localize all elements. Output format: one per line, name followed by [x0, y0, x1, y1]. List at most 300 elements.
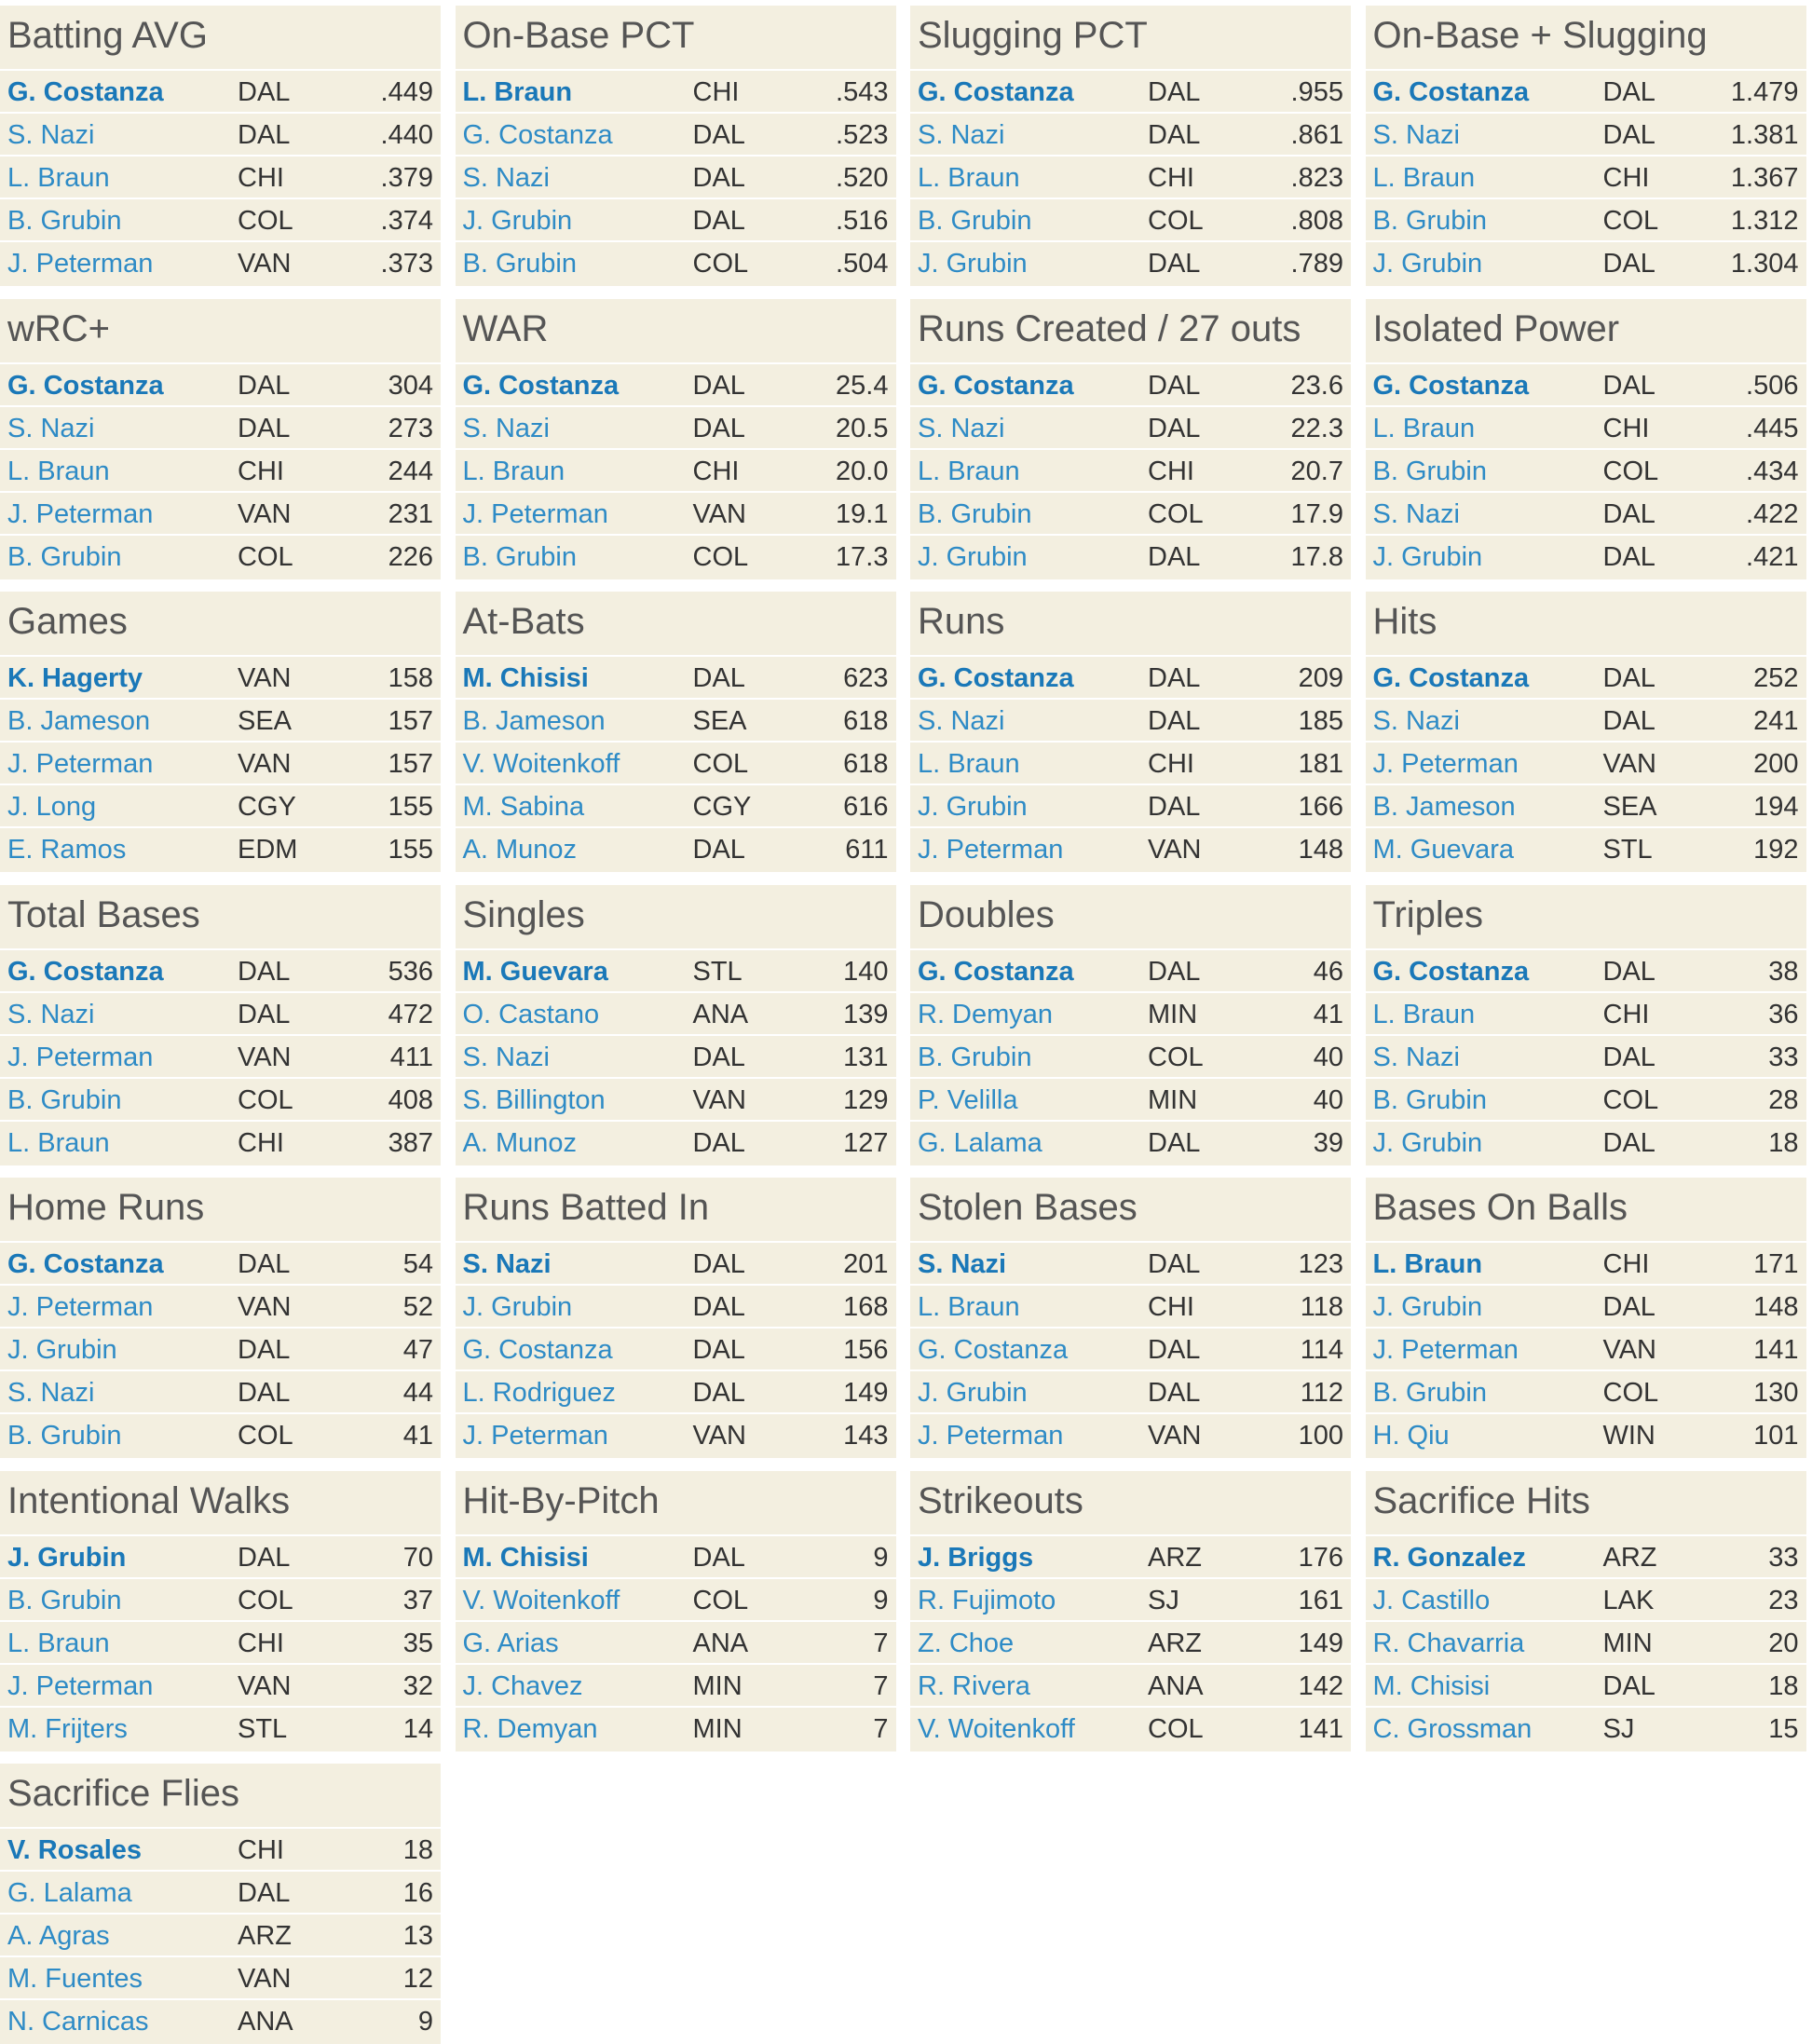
player-link[interactable]: B. Grubin — [1372, 1378, 1487, 1408]
player-link[interactable]: J. Peterman — [462, 498, 608, 529]
team-abbr: DAL — [238, 956, 291, 987]
player-link[interactable]: G. Costanza — [462, 1335, 613, 1365]
team-abbr: VAN — [1602, 1335, 1656, 1365]
player-link[interactable]: S. Nazi — [918, 706, 1005, 736]
stat-value: 129 — [843, 1084, 889, 1115]
leader-row — [910, 698, 1351, 741]
player-link[interactable]: A. Munoz — [462, 835, 577, 865]
stat-value: .449 — [380, 77, 433, 107]
panel-title: Runs Created / 27 outs — [918, 307, 1301, 349]
player-link[interactable]: J. Peterman — [462, 1421, 608, 1451]
player-link[interactable]: A. Agras — [7, 1921, 110, 1951]
leader-panel-slugging-pct — [910, 6, 1351, 286]
team-abbr: DAL — [692, 1335, 745, 1365]
stat-value: 23 — [1768, 1585, 1799, 1615]
player-link[interactable]: J. Grubin — [918, 1378, 1028, 1408]
leader-row — [1366, 1327, 1806, 1369]
team-abbr: CHI — [238, 163, 284, 193]
team-abbr: SEA — [692, 706, 747, 736]
player-link[interactable]: S. Nazi — [462, 1042, 550, 1072]
player-link[interactable]: B. Grubin — [462, 541, 577, 572]
player-link[interactable]: J. Grubin — [462, 1292, 573, 1322]
player-link[interactable]: S. Nazi — [462, 413, 550, 443]
team-abbr: DAL — [238, 1335, 291, 1365]
team-abbr: CHI — [1148, 163, 1194, 193]
leader-row — [456, 1577, 896, 1620]
player-link[interactable]: G. Costanza — [918, 1335, 1069, 1365]
panel-title: Sacrifice Flies — [7, 1773, 239, 1814]
player-link[interactable]: B. Grubin — [7, 541, 122, 572]
leader-row — [910, 784, 1351, 826]
leader-row — [0, 448, 441, 491]
leader-row — [1366, 784, 1806, 826]
team-abbr: DAL — [1148, 706, 1201, 736]
leader-row — [1366, 1034, 1806, 1077]
player-link[interactable]: K. Hagerty — [7, 663, 143, 693]
stat-value: .506 — [1746, 370, 1799, 401]
player-link[interactable]: B. Grubin — [1372, 1084, 1487, 1115]
player-link[interactable]: B. Grubin — [918, 206, 1032, 236]
player-link[interactable]: M. Chisisi — [1372, 1670, 1491, 1701]
player-link[interactable]: B. Grubin — [7, 1084, 122, 1115]
player-link[interactable]: R. Rivera — [918, 1670, 1030, 1701]
team-abbr: STL — [1602, 835, 1653, 865]
leader-row — [1366, 155, 1806, 198]
stat-value: .445 — [1746, 413, 1799, 443]
team-abbr: MIN — [1148, 1084, 1198, 1115]
team-abbr: COL — [692, 541, 749, 572]
player-link[interactable]: V. Woitenkoff — [462, 1585, 620, 1615]
stat-value: 141 — [1298, 1713, 1343, 1744]
leader-panel-runs-batted-in — [456, 1178, 896, 1458]
player-link[interactable]: L. Braun — [1372, 413, 1476, 443]
player-link[interactable]: L. Braun — [7, 456, 110, 486]
stat-value: 185 — [1298, 706, 1343, 736]
leader-row — [0, 1369, 441, 1412]
leader-row — [1366, 198, 1806, 240]
leader-row — [0, 1577, 441, 1620]
leader-row — [1366, 405, 1806, 448]
stat-value: 9 — [417, 2007, 433, 2037]
player-link[interactable]: S. Nazi — [462, 1249, 552, 1279]
player-link[interactable]: S. Nazi — [7, 413, 95, 443]
leader-row — [456, 1284, 896, 1327]
panel-title: WAR — [462, 307, 549, 349]
player-link[interactable]: J. Peterman — [7, 749, 154, 779]
player-link[interactable]: S. Nazi — [1372, 120, 1460, 150]
leader-row — [910, 240, 1351, 283]
team-abbr: DAL — [692, 1127, 745, 1158]
team-abbr: CHI — [1602, 1249, 1650, 1279]
leader-row — [910, 948, 1351, 991]
player-link[interactable]: G. Costanza — [462, 370, 620, 401]
leader-row — [910, 1241, 1351, 1284]
player-link[interactable]: B. Jameson — [462, 706, 606, 736]
leader-row — [0, 1412, 441, 1455]
team-abbr: LAK — [1602, 1585, 1655, 1615]
leader-row — [910, 1706, 1351, 1749]
leader-row — [0, 1870, 441, 1913]
team-abbr: COL — [1148, 1713, 1204, 1744]
player-link[interactable]: B. Jameson — [1372, 792, 1516, 822]
leader-row — [910, 1369, 1351, 1412]
player-link[interactable]: B. Grubin — [918, 1042, 1032, 1072]
leader-row — [910, 741, 1351, 784]
stat-value: .374 — [380, 206, 433, 236]
player-link[interactable]: G. Costanza — [7, 1249, 164, 1279]
stat-value: 20.7 — [1290, 456, 1343, 486]
stat-value: 1.367 — [1730, 163, 1799, 193]
player-link[interactable]: M. Guevara — [462, 956, 608, 987]
stat-value: .422 — [1746, 498, 1799, 529]
player-link[interactable]: G. Costanza — [1372, 370, 1530, 401]
leader-row — [0, 405, 441, 448]
leader-row — [0, 1120, 441, 1163]
leader-row — [0, 491, 441, 534]
stat-value: 140 — [843, 956, 889, 987]
player-link[interactable]: J. Peterman — [918, 835, 1064, 865]
player-link[interactable]: J. Peterman — [7, 249, 154, 279]
player-link[interactable]: S. Nazi — [918, 413, 1005, 443]
team-abbr: DAL — [238, 120, 291, 150]
leader-row — [0, 1534, 441, 1577]
stat-value: 139 — [843, 999, 889, 1029]
player-link[interactable]: G. Costanza — [7, 370, 164, 401]
team-abbr: COL — [238, 1585, 293, 1615]
stat-value: 33 — [1768, 1542, 1799, 1573]
team-abbr: DAL — [1602, 1670, 1655, 1701]
team-abbr: CGY — [238, 792, 296, 822]
leader-row — [910, 534, 1351, 577]
leader-row — [1366, 69, 1806, 112]
stat-value: 252 — [1753, 663, 1799, 693]
player-link[interactable]: S. Billington — [462, 1084, 606, 1115]
leader-panel-doubles — [910, 885, 1351, 1165]
player-link[interactable]: L. Braun — [1372, 1249, 1483, 1279]
team-abbr: VAN — [238, 1964, 292, 1994]
stat-value: 157 — [388, 749, 433, 779]
stat-value: 149 — [1298, 1628, 1343, 1658]
player-link[interactable]: V. Rosales — [7, 1835, 143, 1865]
team-abbr: DAL — [1148, 1249, 1201, 1279]
leader-row — [0, 698, 441, 741]
leader-row — [456, 1327, 896, 1369]
player-link[interactable]: J. Castillo — [1372, 1585, 1491, 1615]
player-link[interactable]: M. Chisisi — [462, 1542, 589, 1573]
team-abbr: VAN — [1148, 1421, 1202, 1451]
player-link[interactable]: M. Fuentes — [7, 1964, 143, 1994]
player-link[interactable]: J. Long — [7, 792, 97, 822]
panel-title: Games — [7, 601, 128, 642]
team-abbr: ARZ — [238, 1921, 292, 1951]
stat-value: .808 — [1290, 206, 1343, 236]
stat-value: 166 — [1298, 792, 1343, 822]
team-abbr: DAL — [1148, 120, 1201, 150]
stat-value: .861 — [1290, 120, 1343, 150]
player-link[interactable]: R. Fujimoto — [918, 1585, 1056, 1615]
team-abbr: COL — [692, 749, 749, 779]
player-link[interactable]: L. Braun — [462, 77, 573, 107]
player-link[interactable]: O. Castano — [462, 999, 600, 1029]
team-abbr: VAN — [238, 1042, 292, 1072]
player-link[interactable]: J. Chavez — [462, 1670, 583, 1701]
player-link[interactable]: J. Grubin — [7, 1335, 117, 1365]
player-link[interactable]: L. Braun — [918, 163, 1020, 193]
player-link[interactable]: L. Braun — [1372, 999, 1476, 1029]
team-abbr: DAL — [1148, 663, 1201, 693]
player-link[interactable]: R. Demyan — [918, 999, 1054, 1029]
player-link[interactable]: S. Nazi — [7, 120, 95, 150]
leader-row — [1366, 948, 1806, 991]
player-link[interactable]: G. Costanza — [462, 120, 613, 150]
player-link[interactable]: Z. Choe — [918, 1628, 1015, 1658]
stat-value: 616 — [843, 792, 889, 822]
leader-row — [1366, 826, 1806, 869]
team-abbr: DAL — [238, 1249, 291, 1279]
leader-row — [0, 991, 441, 1034]
player-link[interactable]: G. Lalama — [918, 1127, 1042, 1158]
player-link[interactable]: J. Grubin — [1372, 249, 1483, 279]
stat-value: 127 — [843, 1127, 889, 1158]
leader-row — [456, 1534, 896, 1577]
player-link[interactable]: G. Costanza — [918, 956, 1074, 987]
player-link[interactable]: L. Braun — [7, 1127, 110, 1158]
player-link[interactable]: J. Grubin — [7, 1542, 127, 1573]
leader-panel-wrc — [0, 299, 441, 579]
player-link[interactable]: L. Braun — [918, 456, 1020, 486]
player-link[interactable]: J. Peterman — [1372, 1335, 1519, 1365]
player-link[interactable]: L. Braun — [918, 1292, 1020, 1322]
player-link[interactable]: B. Grubin — [1372, 456, 1487, 486]
player-link[interactable]: E. Ramos — [7, 835, 127, 865]
player-link[interactable]: J. Grubin — [1372, 1292, 1483, 1322]
stat-value: 12 — [402, 1964, 433, 1994]
player-link[interactable]: J. Grubin — [918, 541, 1028, 572]
team-abbr: DAL — [692, 1292, 745, 1322]
leader-row — [0, 1827, 441, 1870]
player-link[interactable]: J. Grubin — [462, 206, 573, 236]
player-link[interactable]: R. Gonzalez — [1372, 1542, 1526, 1573]
player-link[interactable]: S. Nazi — [1372, 498, 1460, 529]
player-link[interactable]: S. Nazi — [1372, 1042, 1460, 1072]
stat-value: 17.9 — [1290, 498, 1343, 529]
team-abbr: MIN — [692, 1713, 743, 1744]
player-link[interactable]: M. Guevara — [1372, 835, 1514, 865]
player-link[interactable]: J. Peterman — [7, 1670, 154, 1701]
stat-value: .955 — [1290, 77, 1343, 107]
panel-title: Batting AVG — [7, 15, 208, 56]
leader-row — [1366, 698, 1806, 741]
stat-value: 618 — [843, 749, 889, 779]
player-link[interactable]: C. Grossman — [1372, 1713, 1533, 1744]
leader-panel-bases-on-balls — [1366, 1178, 1806, 1458]
player-link[interactable]: P. Velilla — [918, 1084, 1018, 1115]
player-link[interactable]: N. Carnicas — [7, 2007, 149, 2037]
leader-row — [1366, 1577, 1806, 1620]
stat-value: 18 — [1768, 1670, 1799, 1701]
player-link[interactable]: G. Costanza — [918, 77, 1074, 107]
player-link[interactable]: M. Frijters — [7, 1713, 128, 1744]
team-abbr: DAL — [1602, 706, 1655, 736]
team-abbr: DAL — [1148, 249, 1201, 279]
stat-value: 52 — [402, 1292, 433, 1322]
player-link[interactable]: J. Briggs — [918, 1542, 1034, 1573]
leader-row — [0, 1241, 441, 1284]
stat-value: .421 — [1746, 541, 1799, 572]
leader-panel-sacrifice-flies — [0, 1764, 441, 2044]
leader-row — [1366, 1620, 1806, 1663]
team-abbr: VAN — [238, 1670, 292, 1701]
leader-row — [910, 826, 1351, 869]
leader-row — [456, 1034, 896, 1077]
player-link[interactable]: L. Rodriguez — [462, 1378, 616, 1408]
team-abbr: SJ — [1148, 1585, 1179, 1615]
player-link[interactable]: G. Costanza — [7, 956, 164, 987]
leader-row — [0, 69, 441, 112]
player-link[interactable]: J. Peterman — [7, 1042, 154, 1072]
player-link[interactable]: V. Woitenkoff — [462, 749, 620, 779]
team-abbr: CHI — [1148, 749, 1194, 779]
team-abbr: DAL — [1602, 249, 1655, 279]
team-abbr: MIN — [1602, 1628, 1653, 1658]
stat-value: 148 — [1298, 835, 1343, 865]
leader-row — [910, 155, 1351, 198]
team-abbr: ANA — [692, 1628, 749, 1658]
player-link[interactable]: J. Peterman — [1372, 749, 1519, 779]
player-link[interactable]: R. Demyan — [462, 1713, 598, 1744]
player-link[interactable]: G. Costanza — [1372, 956, 1530, 987]
player-link[interactable]: B. Jameson — [7, 706, 151, 736]
team-abbr: DAL — [692, 1042, 745, 1072]
stat-value: 171 — [1753, 1249, 1799, 1279]
player-link[interactable]: L. Braun — [1372, 163, 1476, 193]
player-link[interactable]: J. Peterman — [7, 498, 154, 529]
team-abbr: DAL — [238, 370, 291, 401]
player-link[interactable]: S. Nazi — [1372, 706, 1460, 736]
stat-value: 13 — [402, 1921, 433, 1951]
team-abbr: COL — [1602, 1378, 1659, 1408]
player-link[interactable]: G. Costanza — [1372, 663, 1530, 693]
team-abbr: ARZ — [1602, 1542, 1657, 1573]
player-link[interactable]: L. Braun — [462, 456, 565, 486]
stat-value: 47 — [402, 1335, 433, 1365]
leader-row — [910, 1620, 1351, 1663]
leader-row — [456, 534, 896, 577]
leader-panel-war — [456, 299, 896, 579]
stat-value: 112 — [1300, 1378, 1343, 1408]
leader-row — [456, 1620, 896, 1663]
stat-value: 156 — [843, 1335, 889, 1365]
player-link[interactable]: V. Woitenkoff — [918, 1713, 1075, 1744]
leader-row — [0, 655, 441, 698]
player-link[interactable]: J. Grubin — [918, 249, 1028, 279]
stat-value: 157 — [388, 706, 433, 736]
player-link[interactable]: J. Peterman — [7, 1292, 154, 1322]
player-link[interactable]: A. Munoz — [462, 1127, 577, 1158]
leader-row — [456, 784, 896, 826]
team-abbr: DAL — [1602, 498, 1655, 529]
leader-panel-intentional-walks — [0, 1471, 441, 1751]
team-abbr: DAL — [1602, 663, 1655, 693]
team-abbr: VAN — [238, 1292, 292, 1322]
player-link[interactable]: B. Grubin — [7, 206, 122, 236]
player-link[interactable]: M. Chisisi — [462, 663, 589, 693]
player-link[interactable]: J. Grubin — [918, 792, 1028, 822]
panel-title: Triples — [1372, 893, 1484, 935]
panel-title: Doubles — [918, 893, 1055, 935]
player-link[interactable]: G. Arias — [462, 1628, 559, 1658]
leader-row — [910, 1663, 1351, 1706]
stat-value: .523 — [836, 120, 889, 150]
team-abbr: DAL — [1148, 1378, 1201, 1408]
leader-panel-runs — [910, 592, 1351, 872]
player-link[interactable]: J. Grubin — [1372, 1127, 1483, 1158]
stat-value: 22.3 — [1290, 413, 1343, 443]
team-abbr: DAL — [238, 1542, 291, 1573]
player-link[interactable]: S. Nazi — [7, 999, 95, 1029]
leader-row — [456, 948, 896, 991]
player-link[interactable]: B. Grubin — [918, 498, 1032, 529]
player-link[interactable]: S. Nazi — [7, 1378, 95, 1408]
player-link[interactable]: S. Nazi — [918, 1249, 1007, 1279]
stat-value: 244 — [388, 456, 433, 486]
stat-value: 176 — [1298, 1542, 1343, 1573]
player-link[interactable]: B. Grubin — [1372, 206, 1487, 236]
player-link[interactable]: G. Costanza — [1372, 77, 1530, 107]
player-link[interactable]: S. Nazi — [462, 163, 550, 193]
player-link[interactable]: M. Sabina — [462, 792, 585, 822]
stat-value: 20.0 — [836, 456, 889, 486]
player-link[interactable]: B. Grubin — [7, 1421, 122, 1451]
panel-title: On-Base + Slugging — [1372, 15, 1708, 56]
player-link[interactable]: L. Braun — [7, 163, 110, 193]
player-link[interactable]: L. Braun — [7, 1628, 110, 1658]
stat-value: 161 — [1298, 1585, 1343, 1615]
stat-value: 16 — [402, 1878, 433, 1908]
player-link[interactable]: G. Lalama — [7, 1878, 132, 1908]
leader-row — [456, 198, 896, 240]
player-link[interactable]: L. Braun — [918, 749, 1020, 779]
player-link[interactable]: G. Costanza — [918, 663, 1074, 693]
player-link[interactable]: J. Grubin — [1372, 541, 1483, 572]
player-link[interactable]: R. Chavarria — [1372, 1628, 1525, 1658]
player-link[interactable]: H. Qiu — [1372, 1421, 1450, 1451]
team-abbr: MIN — [692, 1670, 743, 1701]
stat-value: 168 — [843, 1292, 889, 1322]
player-link[interactable]: J. Peterman — [918, 1421, 1064, 1451]
leader-row — [1366, 741, 1806, 784]
player-link[interactable]: G. Costanza — [918, 370, 1074, 401]
stat-value: 15 — [1768, 1713, 1799, 1744]
panel-title: Slugging PCT — [918, 15, 1148, 56]
stat-value: 273 — [388, 413, 433, 443]
leader-row — [1366, 1077, 1806, 1120]
stat-value: 201 — [843, 1249, 889, 1279]
player-link[interactable]: S. Nazi — [918, 120, 1005, 150]
team-abbr: DAL — [1602, 77, 1655, 107]
leader-row — [1366, 448, 1806, 491]
team-abbr: DAL — [1148, 77, 1201, 107]
stat-value: 472 — [388, 999, 433, 1029]
stat-value: 611 — [845, 835, 889, 865]
player-link[interactable]: G. Costanza — [7, 77, 164, 107]
stat-value: 33 — [1768, 1042, 1799, 1072]
leader-row — [0, 240, 441, 283]
player-link[interactable]: B. Grubin — [7, 1585, 122, 1615]
stat-value: 141 — [1753, 1335, 1799, 1365]
player-link[interactable]: B. Grubin — [462, 249, 577, 279]
stat-value: 192 — [1753, 835, 1799, 865]
